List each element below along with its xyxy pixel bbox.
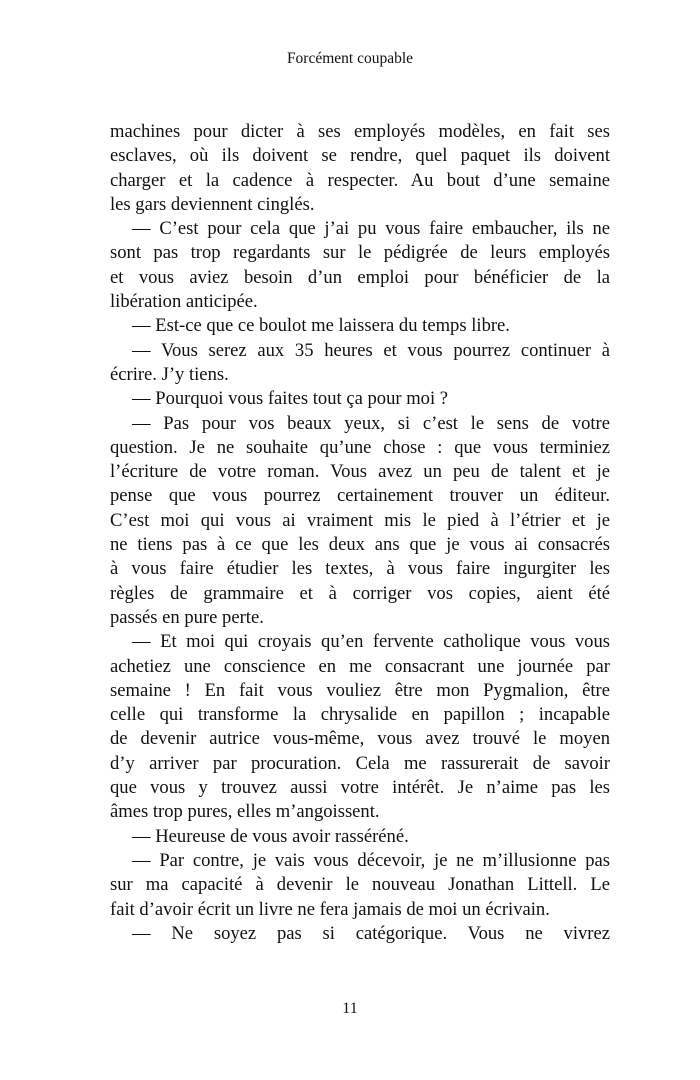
text-line: âmes trop pures, elles m’angoissent. bbox=[110, 801, 380, 823]
paragraph bbox=[110, 314, 610, 338]
text-line: libération anticipée. bbox=[110, 291, 258, 313]
text-line: les gars deviennent cinglés. bbox=[110, 193, 315, 215]
text-line: — Par contre, je vais vous décevoir, je ne m’illusionne pas bbox=[132, 849, 610, 871]
paragraph bbox=[110, 412, 610, 631]
text-line: que vous y trouvez aussi votre intérêt. Je n’aime pas les bbox=[110, 777, 610, 799]
text-line: ne tiens pas à ce que les deux ans que je vous ai consacrés bbox=[110, 534, 610, 556]
text-line: écrire. J’y tiens. bbox=[110, 363, 229, 385]
text-line: d’y arriver par procuration. Cela me rassurerait de savoir bbox=[110, 752, 610, 774]
text-line: — Heureuse de vous avoir rasséréné. bbox=[132, 825, 409, 847]
text-line: sur ma capacité à devenir le nouveau Jonathan Littell. Le bbox=[110, 874, 610, 896]
text-line: — Et moi qui croyais qu’en fervente catholique vous vous bbox=[132, 631, 610, 653]
text-line: esclaves, où ils doivent se rendre, quel paquet ils doivent bbox=[110, 145, 610, 167]
paragraph bbox=[110, 387, 610, 411]
body-text bbox=[110, 120, 610, 946]
text-line: — Vous serez aux 35 heures et vous pourrez continuer à bbox=[132, 339, 610, 361]
paragraph bbox=[110, 120, 610, 217]
text-line: — Pas pour vos beaux yeux, si c’est le sens de votre bbox=[132, 412, 610, 434]
text-line: l’écriture de votre roman. Vous avez un peu de talent et je bbox=[110, 461, 610, 483]
text-line: C’est moi qui vous ai vraiment mis le pied à l’étrier et je bbox=[110, 509, 610, 531]
page-number: 11 bbox=[342, 1000, 358, 1017]
paragraph bbox=[110, 825, 610, 849]
paragraph bbox=[110, 922, 610, 946]
text-line: à vous faire étudier les textes, à vous faire ingurgiter les bbox=[110, 558, 610, 580]
text-line: pense que vous pourrez certainement trouver un éditeur. bbox=[110, 485, 610, 507]
text-line: semaine ! En fait vous vouliez être mon Pygmalion, être bbox=[110, 679, 610, 701]
text-line: machines pour dicter à ses employés modèles, en fait ses bbox=[110, 121, 610, 142]
text-line: et vous aviez besoin d’un emploi pour bénéficier de la bbox=[110, 266, 610, 288]
text-line: sont pas trop regardants sur le pédigrée de leurs employés bbox=[110, 242, 610, 264]
paragraph bbox=[110, 630, 610, 824]
text-line: — Est-ce que ce boulot me laissera du temps libre. bbox=[132, 315, 510, 337]
running-header: Forcément coupable bbox=[286, 50, 414, 67]
text-line: charger et la cadence à respecter. Au bout d’une semaine bbox=[110, 169, 610, 191]
text-line: question. Je ne souhaite qu’une chose : que vous terminiez bbox=[110, 436, 610, 458]
paragraph bbox=[110, 217, 610, 314]
paragraph bbox=[110, 339, 610, 388]
text-line: achetiez une conscience en me consacrant une journée par bbox=[110, 655, 610, 677]
text-line: celle qui transforme la chrysalide en papillon ; incapable bbox=[110, 704, 610, 726]
text-line: règles de grammaire et à corriger vos copies, aient été bbox=[110, 582, 610, 604]
text-line: — C’est pour cela que j’ai pu vous faire embaucher, ils ne bbox=[132, 218, 610, 240]
text-line: — Pourquoi vous faites tout ça pour moi ? bbox=[132, 388, 449, 410]
paragraph bbox=[110, 849, 610, 922]
text-line: — Ne soyez pas si catégorique. Vous ne vivrez bbox=[132, 922, 610, 944]
text-line: passés en pure perte. bbox=[110, 606, 264, 628]
text-line: de devenir autrice vous-même, vous avez trouvé le moyen bbox=[110, 728, 610, 750]
text-line: fait d’avoir écrit un livre ne fera jamais de moi un écrivain. bbox=[110, 898, 550, 920]
